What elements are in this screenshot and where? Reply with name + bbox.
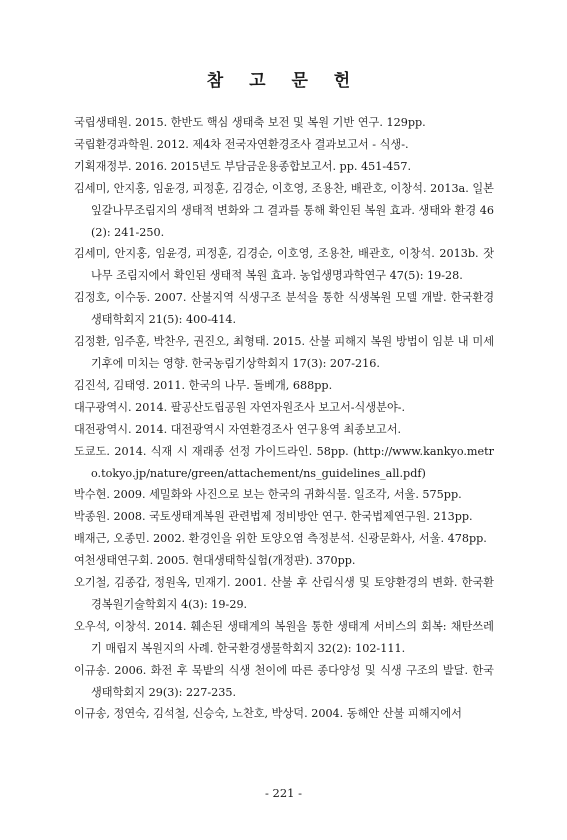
reference-list xyxy=(74,112,494,725)
page-title: 참 고 문 헌 xyxy=(206,71,361,91)
reference-entry: 김세미, 안지홍, 임윤경, 피정훈, 김경순, 이호영, 조용찬, 배관호, 이창석. 2013a. 일본잎갈나무조림지의 생태적 변화와 그 결과를 통해 확인된 복원 효과. 생태와 환경 46(2): 241-250. xyxy=(74,181,494,239)
reference-entry: 김정환, 임주훈, 박찬우, 권진오, 최형태. 2015. 산불 피해지 복원 방법이 임분 내 미세 기후에 미치는 영향. 한국농림기상학회지 17(3): 207-216. xyxy=(74,335,494,370)
reference-entry: 대전광역시. 2014. 대전광역시 자연환경조사 연구용역 최종보고서. xyxy=(74,422,402,436)
reference-entry: 김세미, 안지홍, 임윤경, 피정훈, 김경순, 이호영, 조용찬, 배관호, 이창석. 2013b. 잣나무 조림지에서 확인된 생태적 복원 효과. 농업생명과학연구 47(5): 19-28. xyxy=(74,247,494,283)
reference-entry: 국립환경과학원. 2012. 제4차 전국자연환경조사 결과보고서 - 식생-. xyxy=(74,137,409,151)
reference-entry: 오기철, 김종갑, 정원옥, 민재기. 2001. 산불 후 산림식생 및 토양환경의 변화. 한국환경복원기술학회지 4(3): 19-29. xyxy=(74,576,494,611)
reference-entry: 오우석, 이창석. 2014. 훼손된 생태계의 복원을 통한 생태계 서비스의 회복: 채탄쓰레기 매립지 복원지의 사례. 한국환경생물학회지 32(2): 102-111. xyxy=(74,619,494,655)
reference-entry: 박수현. 2009. 세밀화와 사진으로 보는 한국의 귀화식물. 일조각, 서울. 575pp. xyxy=(74,488,462,502)
reference-entry: 기획재정부. 2016. 2015년도 부담금운용종합보고서. pp. 451-457. xyxy=(74,159,412,173)
reference-entry: 박종원. 2008. 국토생태계복원 관련법제 정비방안 연구. 한국법제연구원. 213pp. xyxy=(74,510,473,524)
reference-entry: 국립생태원. 2015. 한반도 핵심 생태축 보전 및 복원 기반 연구. 129pp. xyxy=(74,116,426,129)
page-number: - 221 - xyxy=(264,786,303,800)
reference-entry: 김정호, 이수동. 2007. 산불지역 식생구조 분석을 통한 식생복원 모델 개발. 한국환경생태학회지 21(5): 400-414. xyxy=(74,291,494,327)
reference-entry: 이규송, 정연숙, 김석철, 신승숙, 노찬호, 박상덕. 2004. 동해안 산불 피해지에서 xyxy=(74,707,462,721)
reference-entry: 대구광역시. 2014. 팔공산도립공원 자연자원조사 보고서-식생분야-. xyxy=(74,400,406,414)
reference-entry: 여천생태연구회. 2005. 현대생태학실험(개정판). 370pp. xyxy=(74,554,356,568)
reference-entry: 도쿄도. 2014. 식재 시 재래종 선정 가이드라인. 58pp. (http://www.kankyo.metro.tokyo.jp/nature/green/attachement/ns_guidelines_all.pdf) xyxy=(74,444,494,480)
reference-entry: 김진석, 김태영. 2011. 한국의 나무. 돌베개, 688pp. xyxy=(74,378,333,392)
reference-entry: 이규송. 2006. 화전 후 묵밭의 식생 천이에 따른 종다양성 및 식생 구조의 발달. 한국생태학회지 29(3): 227-235. xyxy=(74,663,494,699)
reference-entry: 배재근, 오종민. 2002. 환경인을 위한 토양오염 측정분석. 신광문화사, 서울. 478pp. xyxy=(74,532,487,546)
